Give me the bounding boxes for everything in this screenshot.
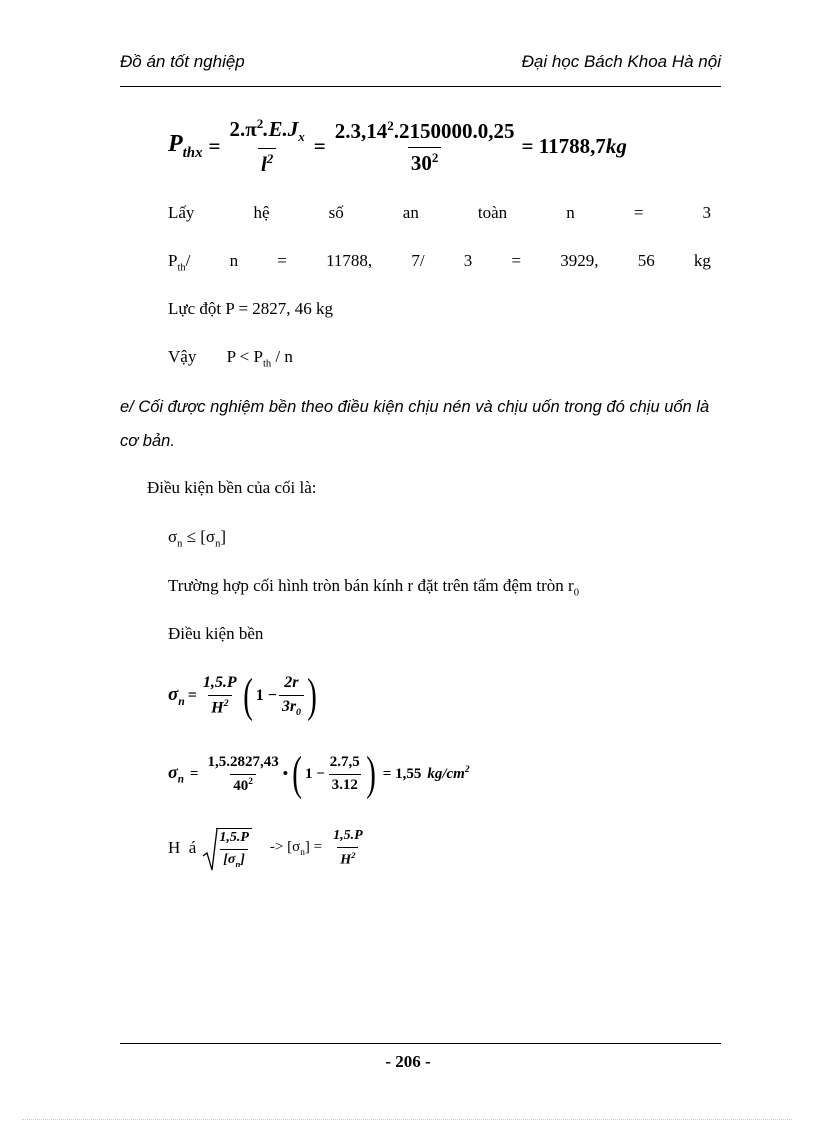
fraction-euler-values: $\frac{2.3,14^2.2150000.0,25}{30^2}$ <box>334 117 515 175</box>
line-therefore: Vậy $P < P_{th} / n$ <box>168 347 293 370</box>
page-edge-line <box>22 1119 792 1120</box>
header-rule <box>120 86 721 87</box>
line-pth-over-n: $P_{th}/$ n = 11788, 7/ 3 = 3929, 56 kg <box>168 251 711 274</box>
footer-rule <box>120 1043 721 1044</box>
formula-bending-stress: $\sigma_n$ = $\frac{1,5.P}{H^2}$ ( 1 − $\frac{2r}{3r_0}$ ) <box>168 669 317 722</box>
formula-bending-stress-values: $\sigma_n$ = $\frac{1,5.2827,43}{40^2}$ • ( 1 − $\frac{2.7,5}{3.12}$ ) = 1,55 $kg/cm^2$ <box>168 747 470 800</box>
formula-height: H á $\frac{1,5.P}{[\sigma_n]}$ -> $[\sigma_n]$ = $\frac{1,5.P}{H^2}$ <box>168 828 366 869</box>
line-safety-factor: Lấy hệ số an toàn n = 3 <box>168 203 711 222</box>
fraction-euler: $\frac{2.\pi^2.E.J_x}{l^2}$ <box>229 116 305 177</box>
case-description: Trường hợp cối hình tròn bán kính r đặt trên tấm đệm tròn $r_0$ <box>168 576 579 599</box>
line-punch-force: Lực đột P = 2827, 46 kg <box>168 299 334 318</box>
condition-inequality: $\sigma_n \le [\sigma_n]$ <box>168 527 227 550</box>
radical-sign-icon <box>202 828 218 872</box>
formula-critical-force: $P_{thx}$ = $\frac{2.\pi^2.E.J_x}{l^2}$ = $\frac{2.3,14^2.2150000.0,25}{30^2}$ = 11788,7 kg <box>168 116 627 177</box>
condition-title: Điều kiện bền của cối là: <box>147 478 317 497</box>
page-number: - 206 - <box>385 1052 431 1071</box>
header-right: Đại học Bách Khoa Hà nội <box>521 52 721 71</box>
header-left: Đồ án tốt nghiệp <box>120 52 245 71</box>
condition-subtitle: Điều kiện bền <box>168 624 264 643</box>
paragraph-e: e/ Cối được nghiệm bền theo điều kiện chịu nén và chịu uốn trong đó chịu uốn là cơ bản. <box>120 398 710 450</box>
radical-expression: $\frac{1,5.P}{[\sigma_n]}$ <box>202 828 252 869</box>
